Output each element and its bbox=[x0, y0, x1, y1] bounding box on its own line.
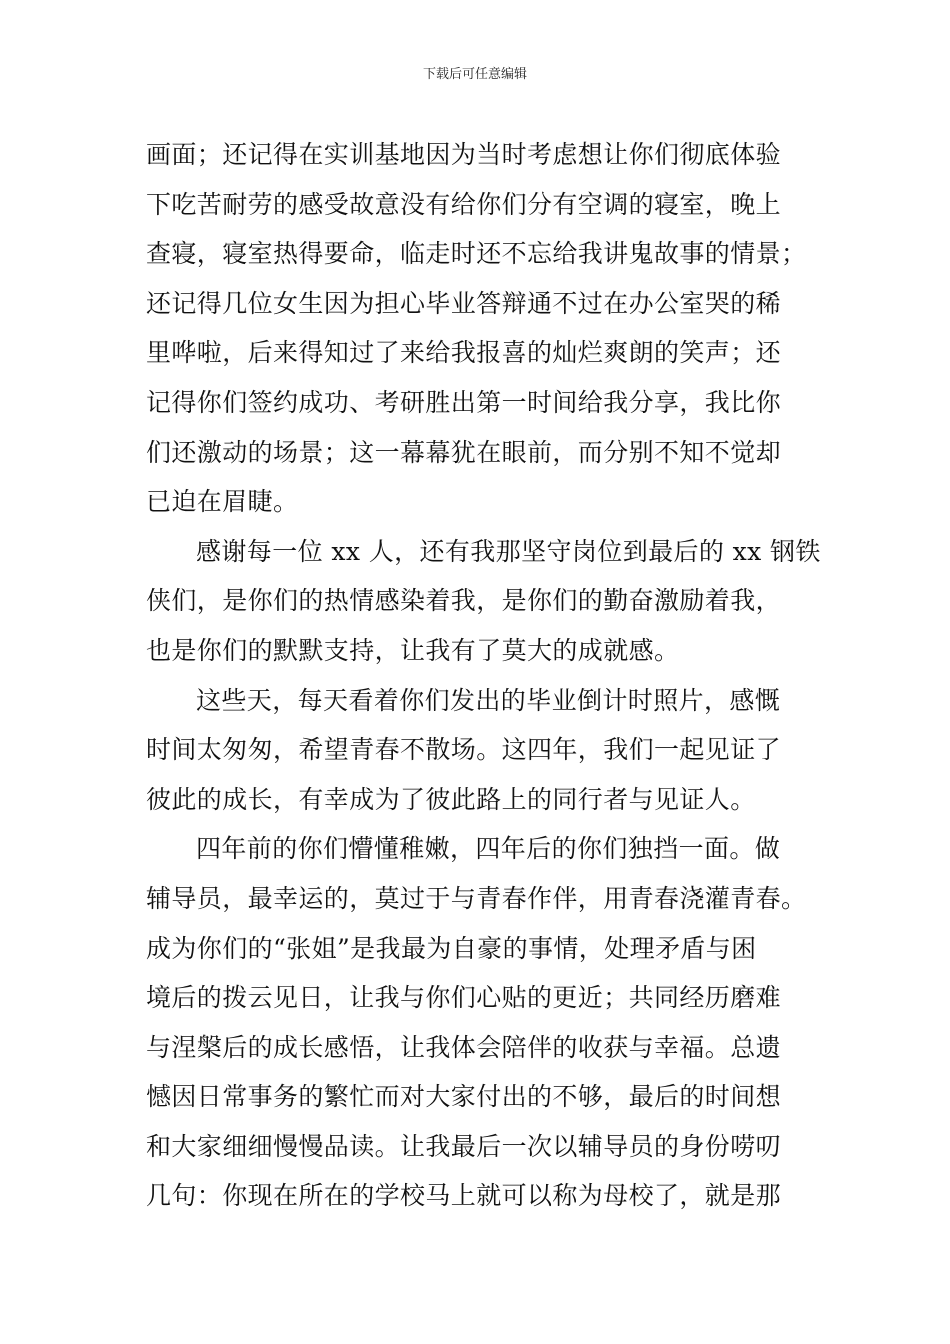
paragraph bbox=[146, 130, 816, 527]
text-line: 这些天，每天看着你们发出的毕业倒计时照片，感慨 bbox=[196, 685, 781, 715]
text-line: 成为你们的“张姐”是我最为自豪的事情，处理矛盾与困 bbox=[146, 933, 757, 963]
text-line: 们还激动的场景；这一幕幕犹在眼前，而分别不知不觉却 bbox=[146, 437, 782, 467]
text-line: 查寝，寝室热得要命，临走时还不忘给我讲鬼故事的情景； bbox=[146, 239, 807, 269]
text-line: 记得你们签约成功、考研胜出第一时间给我分享，我比你 bbox=[146, 387, 782, 417]
text-line: 辅导员，最幸运的，莫过于与青春作伴，用青春浇灌青春。 bbox=[146, 883, 807, 913]
text-line: 画面；还记得在实训基地因为当时考虑想让你们彻底体验 bbox=[146, 140, 782, 169]
page-header: 下载后可任意编辑 bbox=[422, 67, 527, 82]
text-line: 里哗啦，后来得知过了来给我报喜的灿烂爽朗的笑声；还 bbox=[146, 338, 782, 368]
text-line: 也是你们的默默支持，让我有了莫大的成就感。 bbox=[146, 635, 680, 665]
text-line: 彼此的成长，有幸成为了彼此路上的同行者与见证人。 bbox=[146, 784, 756, 814]
text-line: 感谢每一位 xx 人，还有我那坚守岗位到最后的 xx 钢铁 bbox=[196, 536, 821, 566]
paragraph bbox=[146, 676, 816, 825]
text-line: 憾因日常事务的繁忙而对大家付出的不够，最后的时间想 bbox=[146, 1082, 782, 1112]
text-line: 下吃苦耐劳的感受故意没有给你们分有空调的寝室，晚上 bbox=[146, 189, 782, 219]
text-line: 四年前的你们懵懂稚嫩，四年后的你们独挡一面。做 bbox=[196, 834, 781, 864]
document-body bbox=[146, 130, 821, 1221]
text-line: 时间太匆匆，希望青春不散场。这四年，我们一起见证了 bbox=[146, 735, 782, 765]
paragraph bbox=[146, 824, 816, 1221]
text-line: 还记得几位女生因为担心毕业答辩通不过在办公室哭的稀 bbox=[146, 288, 782, 318]
text-line: 已迫在眉睫。 bbox=[146, 487, 299, 517]
paragraph bbox=[146, 527, 821, 676]
text-line: 与涅槃后的成长感悟，让我体会陪伴的收获与幸福。总遗 bbox=[146, 1032, 782, 1062]
text-line: 境后的拨云见日，让我与你们心贴的更近；共同经历磨难 bbox=[146, 983, 782, 1013]
text-line: 侠们，是你们的热情感染着我，是你们的勤奋激励着我， bbox=[146, 586, 782, 616]
text-line: 几句：你现在所在的学校马上就可以称为母校了，就是那 bbox=[146, 1181, 782, 1211]
text-line: 和大家细细慢慢品读。让我最后一次以辅导员的身份唠叨 bbox=[146, 1131, 782, 1161]
